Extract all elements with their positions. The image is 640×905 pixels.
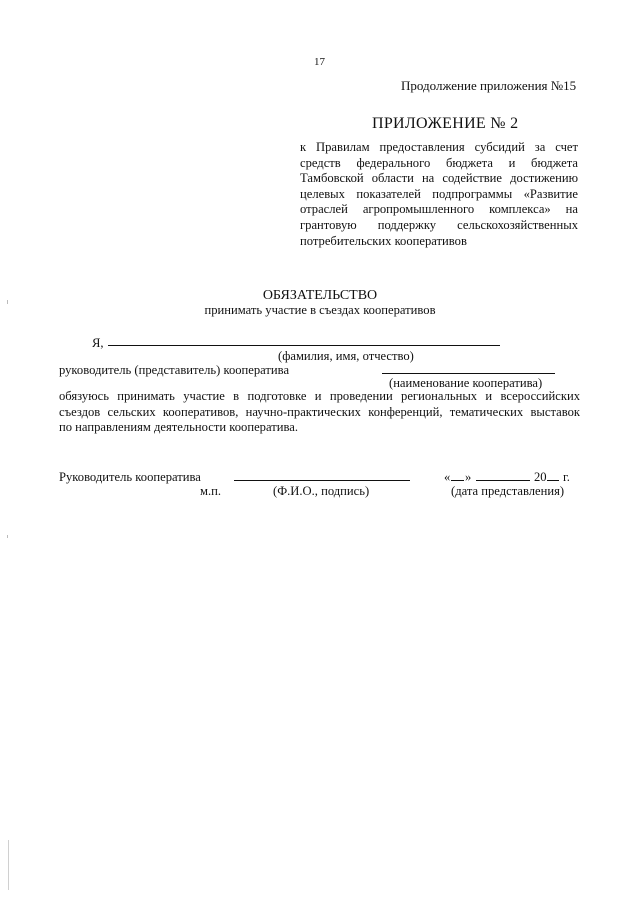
obligation-text-line: съездов сельских кооперативов, научно-практических конференций, тематических выставок (59, 404, 580, 419)
coop-name-blank-line[interactable] (382, 373, 555, 374)
stamp-label: м.п. (200, 484, 222, 498)
appendix-reference-text (300, 140, 578, 249)
obligation-text-line: обязуюсь принимать участие в подготовке и проведении региональных и всероссийских (59, 389, 580, 403)
appendix-text-line: грантовую поддержку сельскохозяйственных (300, 217, 578, 232)
scan-mark (7, 300, 8, 304)
signature-blank-line[interactable] (234, 480, 410, 481)
appendix-continuation-note: Продолжение приложения №15 (401, 78, 577, 93)
appendix-text-line: потребительских кооперативов (300, 233, 467, 248)
appendix-text-line: средств федерального бюджета и бюджета (300, 155, 578, 170)
fio-signature-caption: (Ф.И.О., подпись) (273, 484, 370, 498)
appendix-text-line: отраслей агропромышленного комплекса» на (300, 202, 578, 217)
year-suffix: г. (563, 470, 570, 484)
scan-mark (8, 840, 9, 890)
date-caption: (дата представления) (451, 484, 565, 498)
date-close-quote: » (465, 470, 472, 484)
date-day-blank[interactable] (451, 480, 464, 481)
appendix-text-line: к Правилам предоставления субсидий за счет (300, 140, 578, 154)
date-month-blank[interactable] (476, 480, 530, 481)
fio-blank-line[interactable] (108, 345, 500, 346)
year-prefix: 20 (534, 470, 547, 484)
document-title: ОБЯЗАТЕЛЬСТВО (262, 288, 378, 303)
coop-name-caption: (наименование кооператива) (389, 376, 543, 390)
date-open-quote: « (444, 470, 451, 484)
obligation-text (59, 389, 580, 436)
signature-leader-label: Руководитель кооператива (59, 470, 201, 484)
appendix-text-line: Тамбовской области на содействие достижению (300, 171, 578, 186)
document-subtitle: принимать участие в съездах кооперативов (204, 303, 436, 317)
leader-representative-label: руководитель (представитель) кооператива (59, 363, 290, 377)
year-blank[interactable] (547, 480, 559, 481)
obligation-text-line: по направлениям деятельности кооператива. (59, 420, 298, 435)
appendix-title: ПРИЛОЖЕНИЕ № 2 (372, 115, 519, 132)
fio-caption: (фамилия, имя, отчество) (278, 349, 414, 363)
appendix-text-line: целевых показателей подпрограммы «Развитие (300, 186, 578, 201)
scan-mark (7, 535, 8, 538)
i-label: Я, (92, 336, 104, 350)
page-number: 17 (314, 56, 325, 68)
